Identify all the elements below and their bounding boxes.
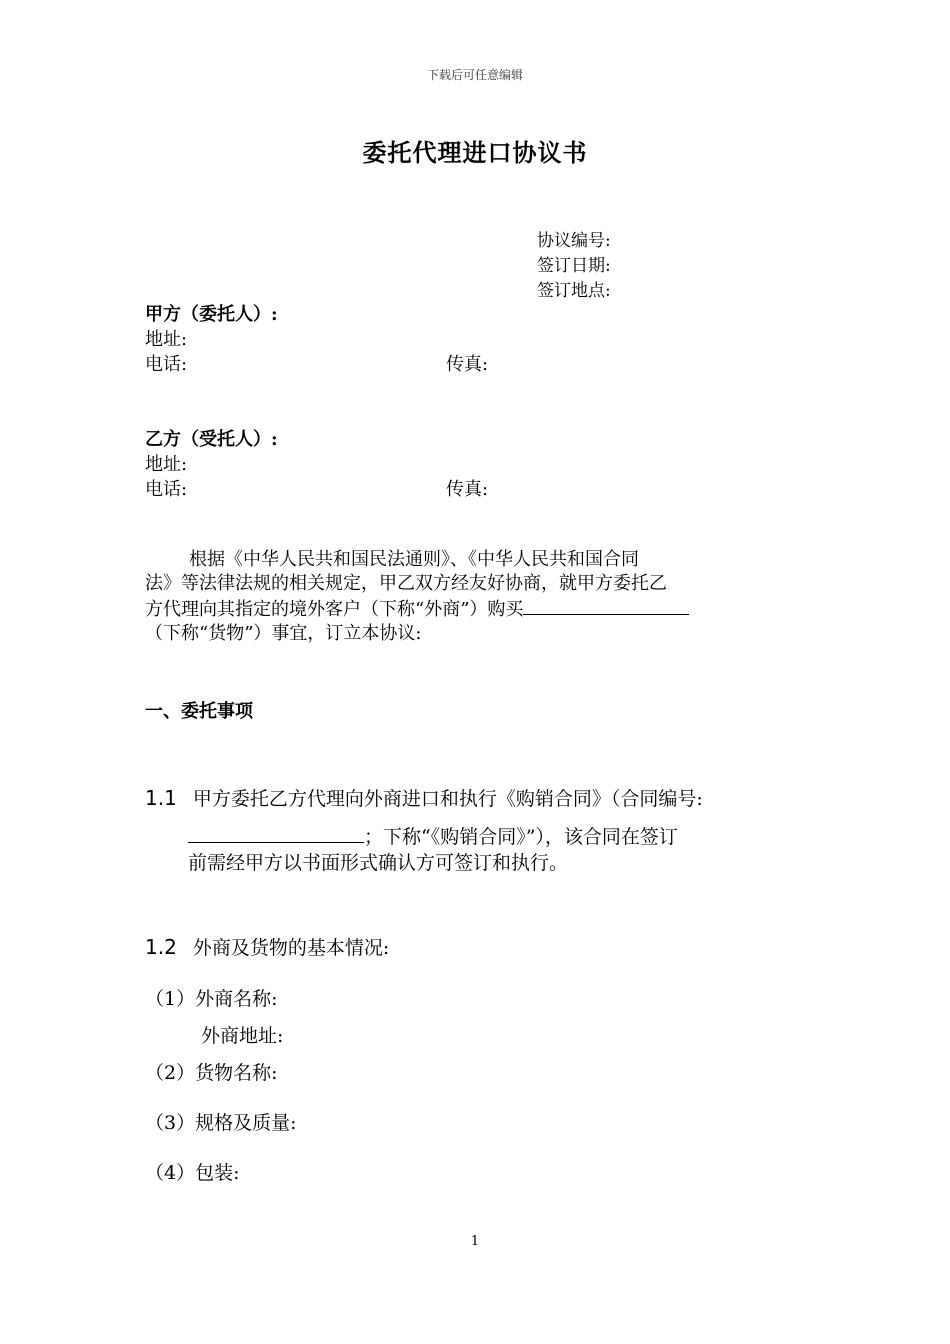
sign-place-label: 签订地点:	[537, 281, 611, 301]
clause-1-1	[145, 784, 703, 811]
goods-blank-underline	[523, 596, 689, 615]
intro-paragraph	[145, 548, 805, 646]
item-packaging: （4）包装:	[145, 1162, 240, 1184]
document-title: 委托代理进口协议书	[362, 138, 588, 167]
section-1-heading: 一、委托事项	[145, 701, 253, 722]
party-a-phone-label: 电话:	[145, 354, 188, 375]
agreement-number-label: 协议编号:	[537, 231, 611, 251]
party-b-phone-label: 电话:	[145, 479, 188, 500]
party-b-heading: 乙方（受托人）:	[145, 429, 278, 450]
item-goods-name: （2）货物名称:	[145, 1062, 278, 1084]
intro-line-text: 方代理向其指定的境外客户（下称“外商”）购买	[145, 599, 524, 620]
clause-1-1-line3: 前需经甲方以书面形式确认方可签订和执行。	[188, 852, 569, 874]
sign-date-label: 签订日期:	[537, 256, 611, 276]
party-a-address-label: 地址:	[145, 329, 188, 350]
contract-number-blank-underline	[188, 824, 364, 843]
item-spec-quality: （3）规格及质量:	[145, 1112, 297, 1134]
party-a-heading: 甲方（委托人）:	[145, 304, 278, 325]
clause-1-2-text: 外商及货物的基本情况:	[192, 937, 390, 959]
clause-1-1-number: 1.1	[145, 786, 177, 810]
clause-1-1-line2-row	[188, 822, 678, 849]
page-header-note: 下载后可任意编辑	[426, 68, 523, 82]
clause-1-1-line1: 甲方委托乙方代理向外商进口和执行《购销合同》（合同编号:	[192, 788, 703, 810]
item-foreign-name: （1）外商名称:	[145, 988, 278, 1010]
intro-line: 法》等法律法规的相关规定，甲乙双方经友好协商，就甲方委托乙	[145, 573, 667, 594]
clause-1-1-line2: ；下称“《购销合同》”），该合同在签订	[364, 826, 678, 848]
item-foreign-address: 外商地址:	[201, 1025, 284, 1047]
intro-line: 根据《中华人民共和国民法通则》、《中华人民共和国合同	[189, 549, 639, 570]
party-b-address-label: 地址:	[145, 454, 188, 475]
clause-1-2	[145, 933, 389, 960]
party-a-fax-label: 传真:	[446, 354, 489, 375]
page-number: 1	[470, 1234, 480, 1249]
clause-1-2-number: 1.2	[145, 935, 177, 959]
intro-line: （下称“货物”）事宜，订立本协议:	[145, 623, 422, 644]
party-b-fax-label: 传真:	[446, 479, 489, 500]
intro-line	[145, 596, 805, 622]
